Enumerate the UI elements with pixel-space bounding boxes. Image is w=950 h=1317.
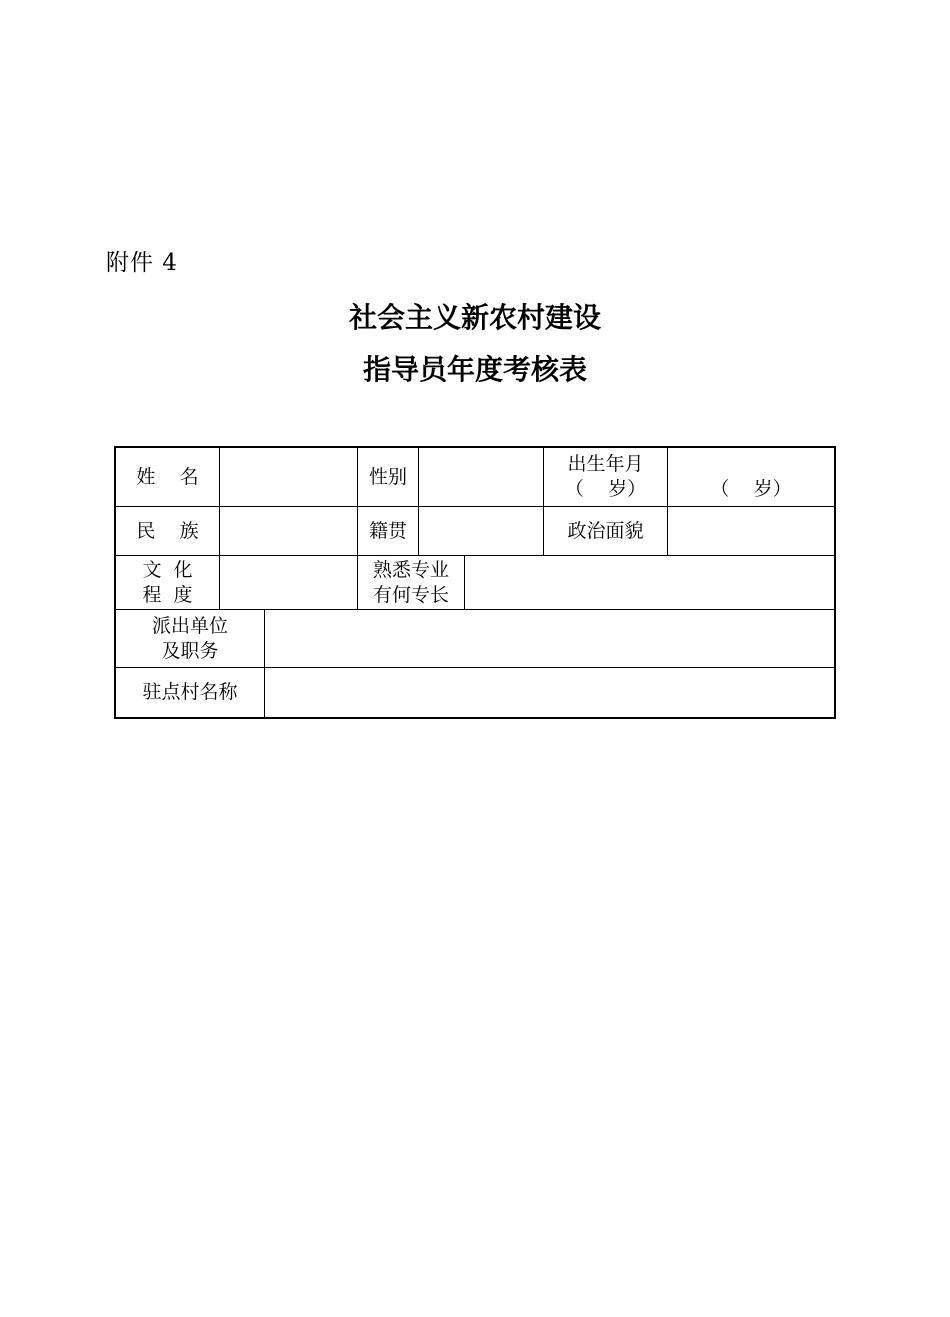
ethnicity-label-cell [116, 507, 220, 556]
native-place-value-cell[interactable] [419, 507, 544, 556]
birth-label: 出生年月 （ 岁） [564, 453, 647, 500]
village-label: 驻点村名称 [142, 681, 238, 703]
birth-label-cell [544, 448, 668, 507]
education-label: 文 化 程 度 [142, 558, 193, 606]
unit-value-cell[interactable] [265, 610, 834, 668]
gender-label: 性别 [368, 465, 407, 488]
native-place-label-cell [358, 507, 419, 556]
education-label-cell [116, 556, 220, 610]
birth-age-value: （ 岁） [710, 478, 792, 500]
gender-label-cell [358, 448, 419, 507]
name-value-cell[interactable] [220, 448, 358, 507]
education-value-cell[interactable] [220, 556, 358, 610]
village-value-cell[interactable] [265, 668, 834, 717]
unit-label-cell [116, 610, 265, 668]
ethnicity-value-cell[interactable] [220, 507, 358, 556]
specialty-label-cell [358, 556, 465, 610]
gender-value-cell[interactable] [419, 448, 544, 507]
unit-label: 派出单位 及职务 [151, 614, 228, 662]
assessment-form-table [114, 446, 836, 719]
page-title-line2: 指导员年度考核表 [362, 353, 587, 386]
village-label-cell [116, 668, 265, 717]
specialty-label: 熟悉专业 有何专长 [372, 558, 449, 606]
birth-value-cell[interactable] [668, 448, 834, 507]
page-title-line1: 社会主义新农村建设 [348, 301, 601, 334]
name-label-cell [116, 448, 220, 507]
name-label: 姓 名 [136, 465, 199, 488]
political-label-cell [544, 507, 668, 556]
native-place-label: 籍贯 [368, 519, 407, 542]
specialty-value-cell[interactable] [465, 556, 834, 610]
ethnicity-label: 民 族 [136, 519, 199, 542]
political-value-cell[interactable] [668, 507, 834, 556]
political-label: 政治面貌 [567, 519, 644, 542]
attachment-label: 附件 4 [106, 250, 178, 276]
